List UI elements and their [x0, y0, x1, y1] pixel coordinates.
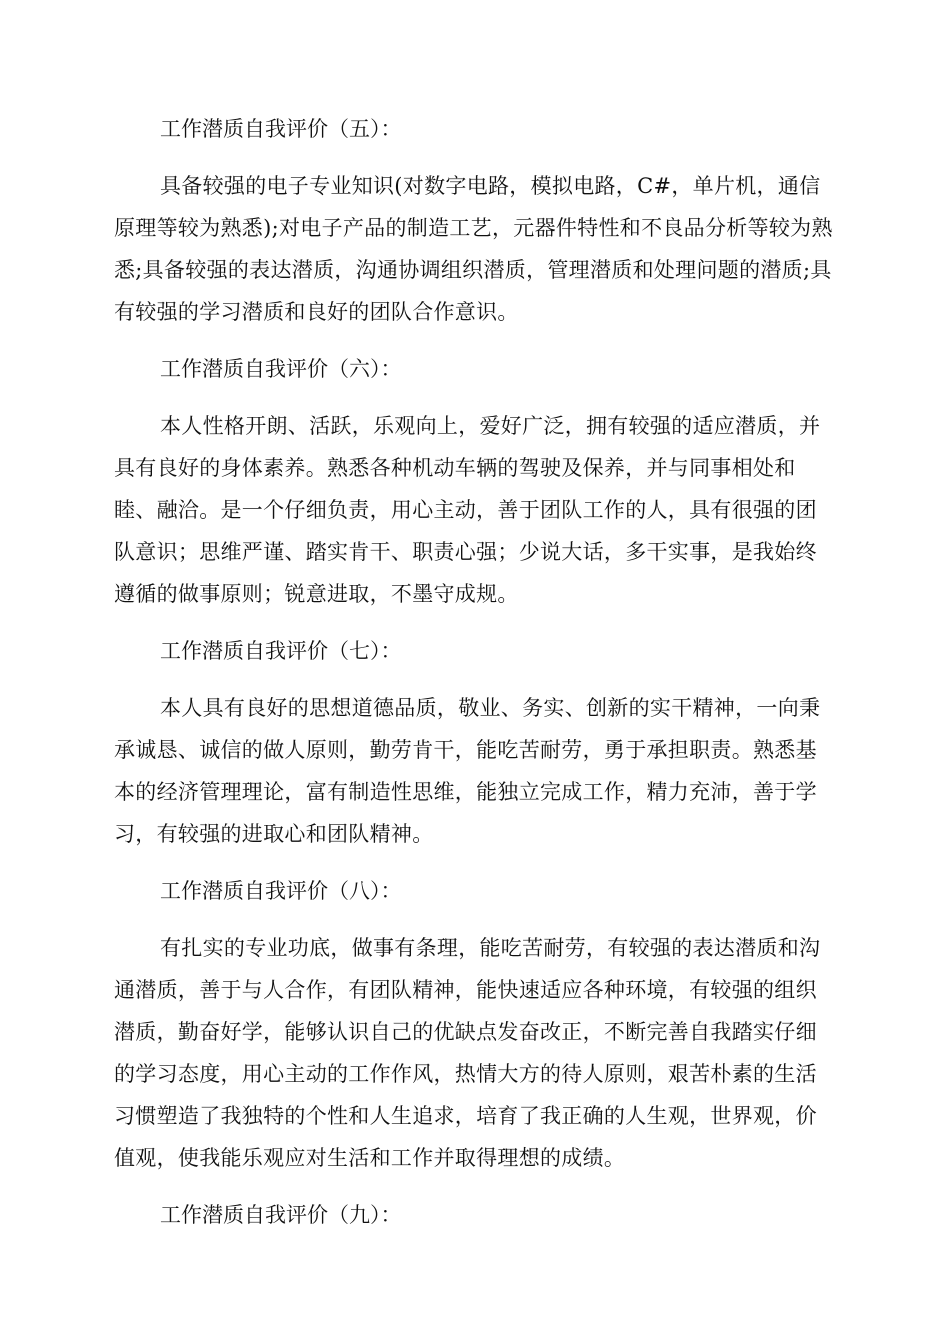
section-paragraph-5: 具备较强的电子专业知识(对数字电路，模拟电路，C#，单片机，通信原理等较为熟悉);对电子产品的制造工艺，元器件特性和不良品分析等较为熟悉;具备较强的表达潜质，沟通协调组织潜质，管理潜质和处理问题的潜质;具有较强的学习潜质和良好的团队合作意识。 — [114, 174, 833, 324]
section-heading-5: 工作潜质自我评价（五）： — [160, 117, 402, 141]
section-paragraph-7: 本人具有良好的思想道德品质，敬业、务实、创新的实干精神，一向秉承诚恳、诚信的做人原则，勤劳肯干，能吃苦耐劳，勇于承担职责。熟悉基本的经济管理理论，富有制造性思维，能独立完成工作，精力充沛，善于学习，有较强的进取心和团队精神。 — [114, 696, 821, 846]
section-heading-8: 工作潜质自我评价（八）： — [160, 879, 402, 903]
section-paragraph-6: 本人性格开朗、活跃，乐观向上，爱好广泛，拥有较强的适应潜质，并具有良好的身体素养。熟悉各种机动车辆的驾驶及保养，并与同事相处和睦、融洽。是一个仔细负责，用心主动，善于团队工作的人，具有很强的团队意识；思维严谨、踏实肯干、职责心强；少说大话，多干实事，是我始终遵循的做事原则；锐意进取，不墨守成规。 — [114, 414, 821, 606]
section-paragraph-8: 有扎实的专业功底，做事有条理，能吃苦耐劳，有较强的表达潜质和沟通潜质，善于与人合作，有团队精神，能快速适应各种环境，有较强的组织潜质，勤奋好学，能够认识自己的优缺点发奋改正，不断完善自我踏实仔细的学习态度，用心主动的工作作风，热情大方的待人原则，艰苦朴素的生活习惯塑造了我独特的个性和人生追求，培育了我正确的人生观，世界观，价值观，使我能乐观应对生活和工作并取得理想的成绩。 — [114, 936, 821, 1170]
document-body — [114, 108, 834, 1251]
section-heading-7: 工作潜质自我评价（七）： — [160, 639, 402, 663]
section-heading-9: 工作潜质自我评价（九）： — [160, 1203, 402, 1227]
section-heading-6: 工作潜质自我评价（六）： — [160, 357, 402, 381]
